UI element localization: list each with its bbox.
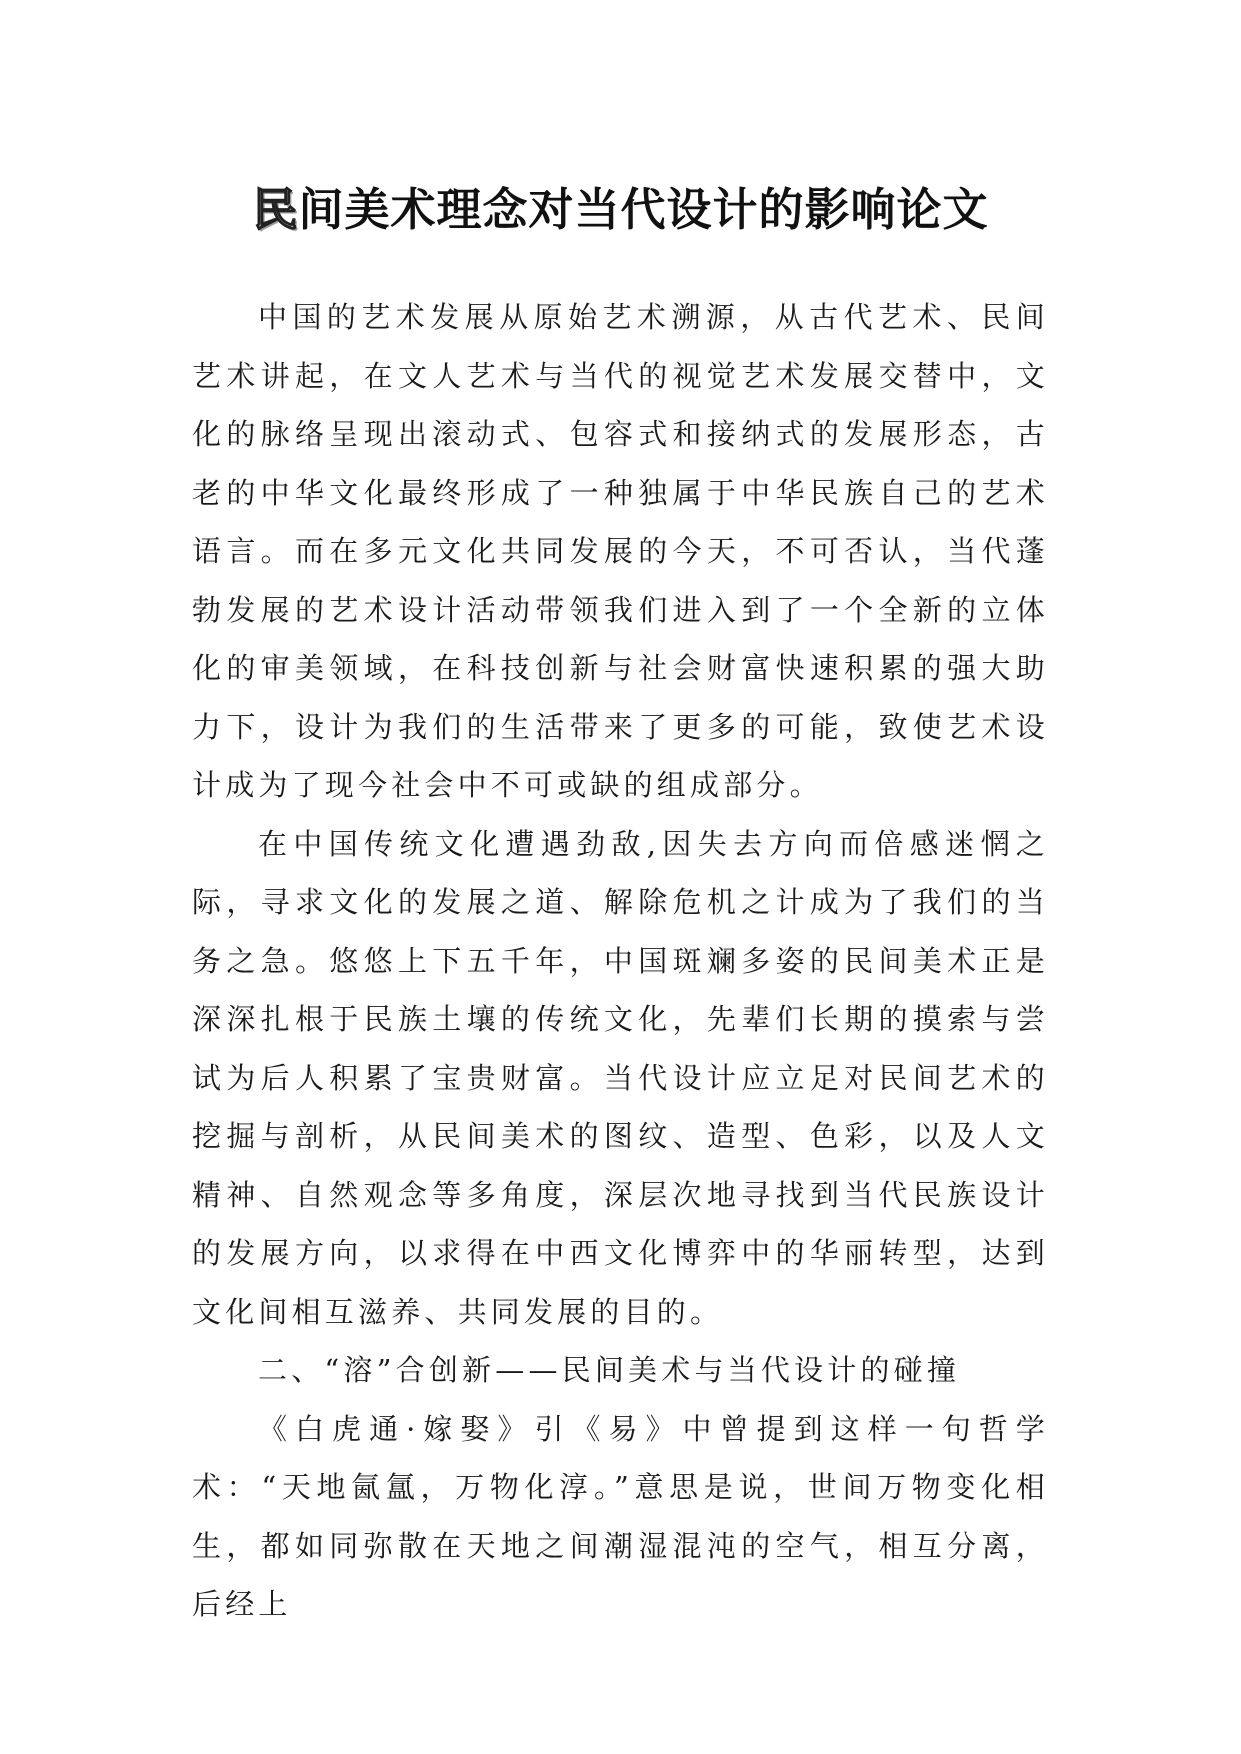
section-heading: 二、“溶”合创新——民间美术与当代设计的碰撞 [258,1353,961,1387]
paragraph-2: 在中国传统文化遭遇劲敌,因失去方向而倍感迷惘之际，寻求文化的发展之道、解除危机之计成为了我们的当务之急。悠悠上下五千年，中国斑斓多姿的民间美术正是深深扎根于民族土壤的传统文化，先辈们长期的摸索与尝试为后人积累了宝贵财富。当代设计应立足对民间艺术的挖掘与剖析，从民间美术的图纹、造型、色彩，以及人文精神、自然观念等多角度，深层次地寻找到当代民族设计的发展方向，以求得在中西文化博弈中的华丽转型，达到文化间相互滋养、共同发展的目的。 [192,826,1049,1329]
document-body [192,288,1049,1634]
title-text: 间美术理念对当代设计的影响论文 [298,183,989,237]
paragraph-1: 中国的艺术发展从原始艺术溯源，从古代艺术、民间艺术讲起，在文人艺术与当代的视觉艺术发展交替中，文化的脉络呈现出滚动式、包容式和接纳式的发展形态，古老的中华文化最终形成了一种独属于中华民族自己的艺术语言。而在多元文化共同发展的今天，不可否认，当代蓬勃发展的艺术设计活动带领我们进入到了一个全新的立体化的审美领域，在科技创新与社会财富快速积累的强大助力下，设计为我们的生活带来了更多的可能，致使艺术设计成为了现今社会中不可或缺的组成部分。 [192,300,1049,802]
paragraph-3: 《白虎通·嫁娶》引《易》中曾提到这样一句哲学术：“天地氤氲，万物化淳。”意思是说，世间万物变化相生，都如同弥散在天地之间潮湿混沌的空气，相互分离，后经上 [192,1411,1049,1621]
title-first-character: 民 [252,183,299,237]
document-title [0,180,1241,240]
